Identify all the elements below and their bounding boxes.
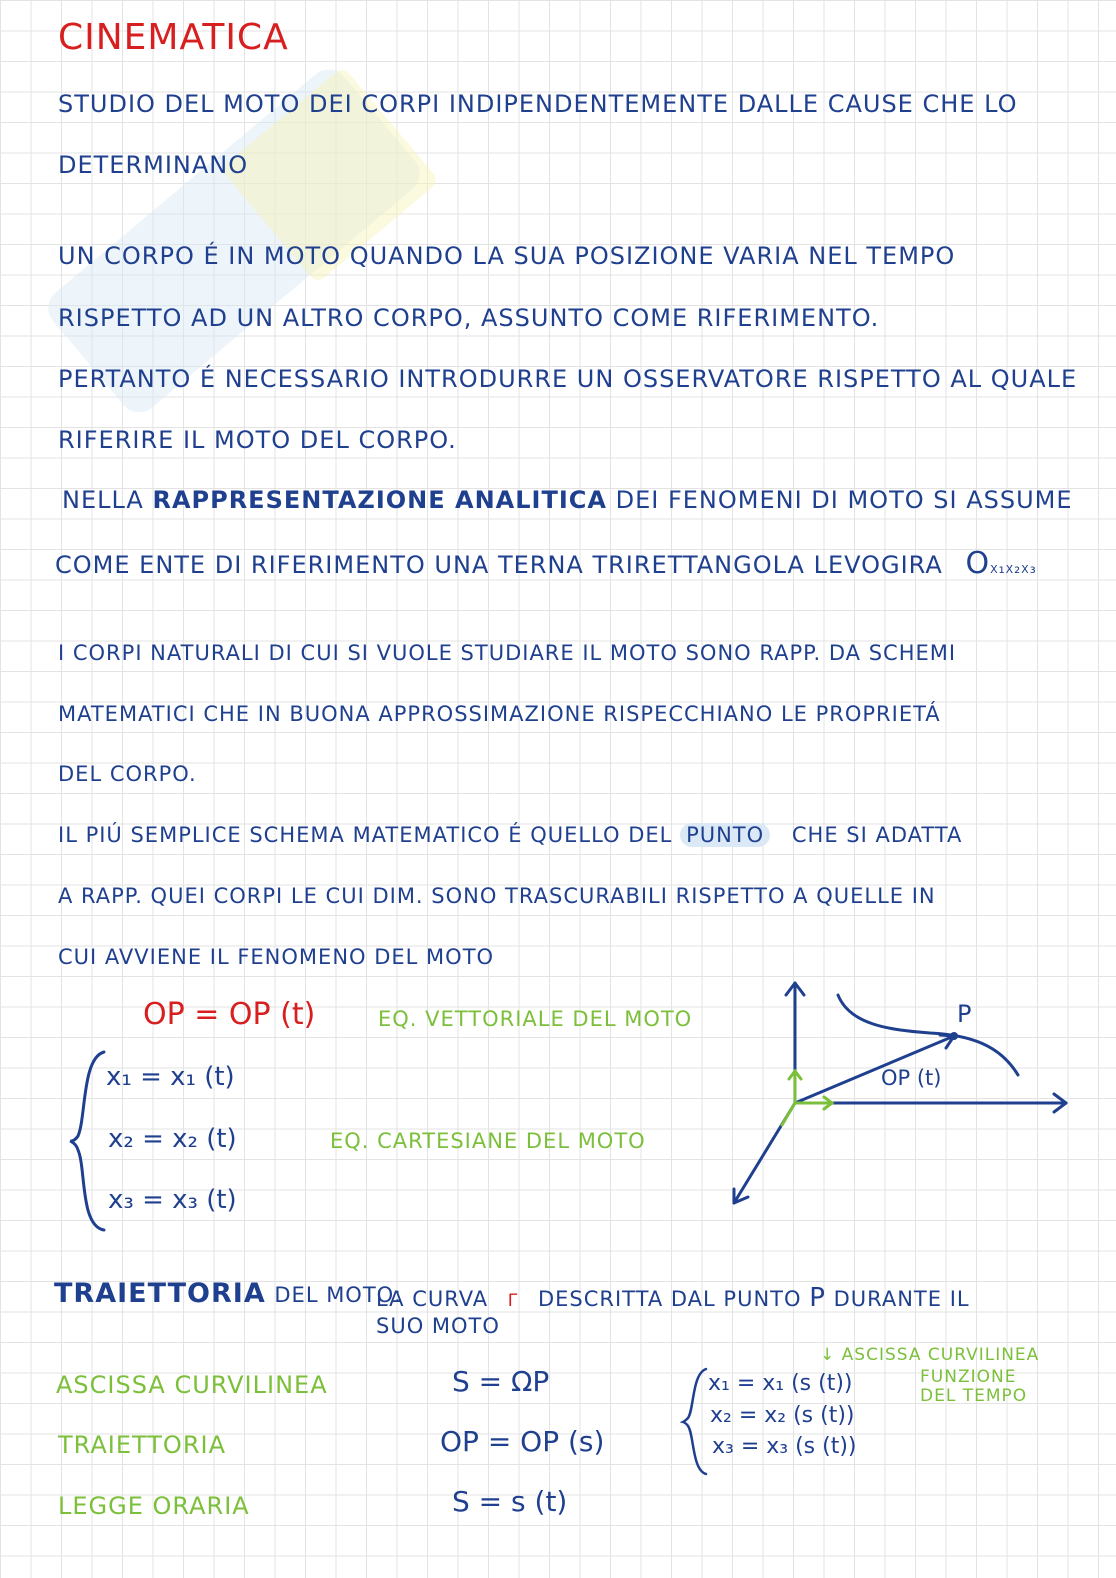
page-title: CINEMATICA xyxy=(58,17,289,58)
op-vector-label: OP (t) xyxy=(881,1066,942,1090)
def-label-trajectory: TRAIETTORIA xyxy=(58,1431,226,1459)
intro-line-2: DETERMINANO xyxy=(58,151,249,179)
param-note-3: DEL TEMPO xyxy=(920,1386,1028,1406)
trajectory-desc-1 xyxy=(376,1285,970,1311)
para1-line-3: PERTANTO É NECESSARIO INTRODURRE UN OSSERVATORE RISPETTO AL QUALE xyxy=(58,365,1078,393)
trajectory-desc-b: DESCRITTA DAL PUNTO xyxy=(537,1287,802,1311)
point-p-label: P xyxy=(957,1000,972,1028)
trajectory-desc-2: SUO MOTO xyxy=(376,1314,500,1338)
para1-line-1: UN CORPO É IN MOTO QUANDO LA SUA POSIZIONE VARIA NEL TEMPO xyxy=(58,242,956,270)
cartesian-eq-3: x₃ = x₃ (t) xyxy=(108,1185,237,1215)
para4-line-1 xyxy=(58,825,962,846)
param-eq-2: x₂ = x₂ (s (t)) xyxy=(710,1403,855,1428)
def-formula-trajectory: OP = OP (s) xyxy=(440,1425,605,1458)
param-note-1: ↓ ASCISSA CURVILINEA xyxy=(820,1345,1040,1365)
trajectory-desc-a: LA CURVA xyxy=(376,1287,489,1311)
def-label-time-law: LEGGE ORARIA xyxy=(58,1492,250,1520)
gamma-symbol: γ xyxy=(507,1284,519,1312)
para4-prefix: IL PIÚ SEMPLICE SCHEMA MATEMATICO É QUELLO DEL xyxy=(58,823,673,847)
para4-suffix: CHE SI ADATTA xyxy=(791,823,963,847)
vector-equation: OP = OP (t) xyxy=(143,997,316,1032)
para3-line-2: MATEMATICI CHE IN BUONA APPROSSIMAZIONE RISPECCHIANO LE PROPRIETÁ xyxy=(58,702,941,726)
param-note-2: FUNZIONE xyxy=(920,1367,1017,1387)
vector-equation-label: EQ. VETTORIALE DEL MOTO xyxy=(378,1007,693,1031)
para3-line-3: DEL CORPO. xyxy=(58,762,197,786)
trajectory-heading: TRAIETTORIA xyxy=(54,1278,266,1309)
intro-line-1: STUDIO DEL MOTO DEI CORPI INDIPENDENTEMENTE DALLE CAUSE CHE LO xyxy=(58,90,1018,118)
frame-symbol: O xyxy=(965,546,991,581)
trajectory-line-1 xyxy=(54,1280,402,1307)
cartesian-eq-2: x₂ = x₂ (t) xyxy=(108,1124,237,1154)
system-brace xyxy=(68,1048,108,1234)
para1-line-2: RISPETTO AD UN ALTRO CORPO, ASSUNTO COME RIFERIMENTO. xyxy=(58,304,880,332)
frame-subscript: x₁x₂x₃ xyxy=(990,559,1037,577)
analytic-representation-term: RAPPRESENTAZIONE ANALITICA xyxy=(152,486,607,514)
def-label-arc-length: ASCISSA CURVILINEA xyxy=(56,1371,328,1399)
para2-line-1 xyxy=(62,488,1073,512)
trajectory-p: P xyxy=(809,1283,826,1313)
para4-line-2: A RAPP. QUEI CORPI LE CUI DIM. SONO TRASCURABILI RISPETTO A QUELLE IN xyxy=(58,884,936,908)
trajectory-rest: DEL MOTO: xyxy=(274,1283,402,1307)
para4-line-3: CUI AVVIENE IL FENOMENO DEL MOTO xyxy=(58,945,495,969)
def-formula-time-law: S = s (t) xyxy=(452,1485,568,1518)
def-formula-arc-length: S = ΩP xyxy=(452,1365,550,1398)
cartesian-label: EQ. CARTESIANE DEL MOTO xyxy=(330,1129,646,1153)
motion-diagram xyxy=(720,975,1080,1215)
para2-prefix: NELLA xyxy=(62,486,144,514)
point-p-marker xyxy=(950,1032,958,1040)
cartesian-eq-1: x₁ = x₁ (t) xyxy=(106,1062,235,1092)
para2-line-2-text: COME ENTE DI RIFERIMENTO UNA TERNA TRIRETTANGOLA LEVOGIRA xyxy=(55,551,943,579)
param-brace xyxy=(680,1366,710,1478)
point-highlight: PUNTO xyxy=(680,823,770,847)
para2-suffix: DEI FENOMENI DI MOTO SI ASSUME xyxy=(615,486,1073,514)
unit-vector-1 xyxy=(782,1103,795,1125)
para1-line-4: RIFERIRE IL MOTO DEL CORPO. xyxy=(58,426,457,454)
param-eq-1: x₁ = x₁ (s (t)) xyxy=(708,1371,853,1396)
trajectory-desc-c: DURANTE IL xyxy=(833,1287,970,1311)
para3-line-1: I CORPI NATURALI DI CUI SI VUOLE STUDIARE IL MOTO SONO RAPP. DA SCHEMI xyxy=(58,641,957,665)
para2-line-2 xyxy=(55,546,1037,581)
param-eq-3: x₃ = x₃ (s (t)) xyxy=(712,1434,857,1459)
trajectory-curve xyxy=(838,995,1018,1075)
